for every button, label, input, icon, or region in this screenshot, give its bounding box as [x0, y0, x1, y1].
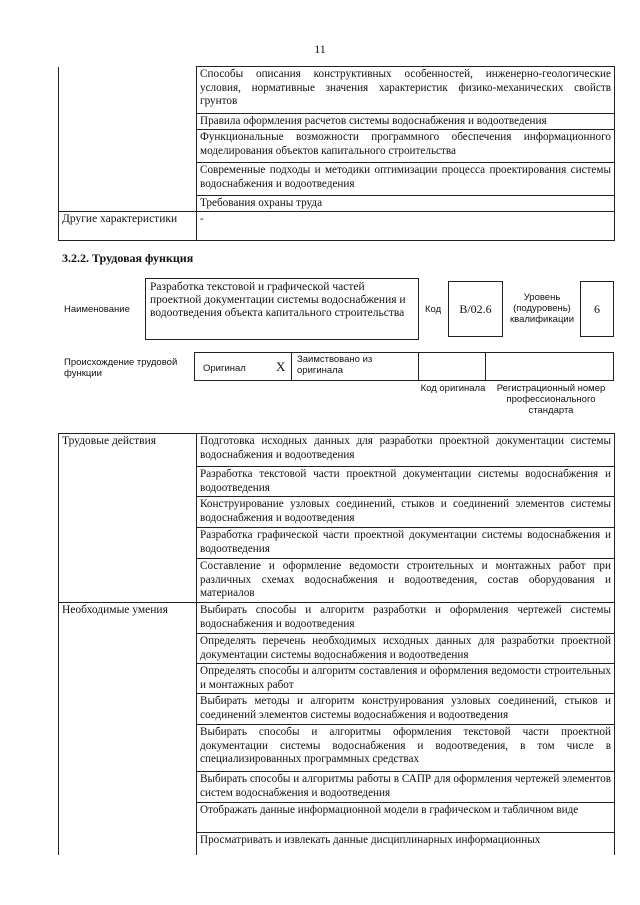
- knowledge-item-text: Способы описания конструктивных особенностей, инженерно-геологические условия, нормативные значения характеристик физико-механических свойств грунтов: [200, 68, 611, 107]
- label-cell-empty: [59, 114, 197, 130]
- skill-item: [197, 833, 615, 855]
- labor-action-text: Разработка текстовой части проектной документации системы водоснабжения и водоотведения: [200, 468, 611, 494]
- name-label: Наименование: [64, 304, 130, 315]
- knowledge-table-continuation: [58, 66, 615, 241]
- skill-text: Выбирать способы и алгоритмы работы в САПР для оформления чертежей элементов систем водоснабжения и водоотведения: [200, 773, 611, 799]
- page-number: 11: [314, 42, 326, 56]
- required-skills-label-cell: [59, 603, 197, 634]
- code-label: Код: [425, 304, 442, 315]
- knowledge-item: [197, 130, 615, 163]
- borrowed-label: Заимствовано из оригинала: [297, 354, 373, 376]
- skill-text: Выбирать методы и алгоритм конструирования узловых соединений, стыков и соединений элементов системы водоснабжения и водоотведения: [200, 695, 611, 721]
- other-characteristics-value-cell: [197, 212, 615, 241]
- knowledge-item: [197, 196, 615, 212]
- skill-item: [197, 803, 615, 833]
- skill-item: [197, 725, 615, 772]
- skill-text: Выбирать способы и алгоритмы оформления текстовой части проектной документации системы водоснабжения и водоотведения, в том числе в специализированных программных средствах: [200, 726, 611, 765]
- code-box: [448, 281, 503, 337]
- section-title: 3.2.2. Трудовая функция: [62, 251, 194, 265]
- labor-action-item: [197, 528, 615, 559]
- level-box: [580, 281, 614, 337]
- origin-row: [194, 352, 614, 381]
- other-characteristics-label: Другие характеристики: [62, 213, 178, 225]
- other-characteristics-value: -: [200, 213, 204, 225]
- knowledge-item: [197, 114, 615, 130]
- label-cell-empty: [59, 664, 197, 694]
- divider: [485, 352, 486, 381]
- original-code-caption: Код оригинала: [420, 383, 486, 394]
- function-name-value: Разработка текстовой и графической частей проектной документации системы водоснабжения и водоотведения объекта капитального строительства: [150, 281, 406, 319]
- knowledge-item-text: Функциональные возможности программного обеспечения информационного моделирования объектов капитального строительства: [200, 131, 611, 157]
- knowledge-item-text: Современные подходы и методики оптимизации процесса проектирования системы водоснабжения и водоотведения: [200, 164, 611, 190]
- labor-action-text: Подготовка исходных данных для разработки проектной документации системы водоснабжения и водоотведения: [200, 435, 611, 461]
- label-cell-empty: [59, 772, 197, 803]
- knowledge-item: [197, 163, 615, 196]
- label-cell-empty: [59, 725, 197, 772]
- code-value: B/02.6: [459, 302, 492, 316]
- skill-text: Определять способы и алгоритм составления и оформления ведомости строительных и монтажных работ: [200, 665, 611, 691]
- skill-item: [197, 603, 615, 634]
- knowledge-item-text: Правила оформления расчетов системы водоснабжения и водоотведения: [200, 115, 547, 127]
- skill-item: [197, 772, 615, 803]
- qualification-level-label: Уровень (подуровень) квалификации: [509, 292, 575, 325]
- labor-action-text: Разработка графической части проектной документации системы водоснабжения и водоотведения: [200, 529, 611, 555]
- skill-text: Отображать данные информационной модели в графическом и табличном виде: [200, 804, 579, 816]
- label-cell-empty: [59, 833, 197, 855]
- divider: [291, 352, 292, 381]
- labor-action-item: [197, 434, 615, 467]
- origin-label: Происхождение трудовой функции: [64, 357, 178, 379]
- divider: [418, 352, 419, 381]
- labor-action-text: Составление и оформление ведомости строительных и монтажных работ при различных схемах водоснабжения и водоотведения, состав оборудования и материалов: [200, 560, 611, 599]
- skill-item: [197, 664, 615, 694]
- original-mark: X: [276, 359, 286, 374]
- function-name-box: [145, 278, 419, 340]
- labor-action-text: Конструирование узловых соединений, стыков и соединений элементов системы водоснабжения и водоотведения: [200, 498, 611, 524]
- labor-action-item: [197, 467, 615, 497]
- label-cell-empty: [59, 196, 197, 212]
- label-cell-empty: [59, 803, 197, 833]
- labor-actions-label: Трудовые действия: [62, 435, 157, 447]
- label-cell-empty: [59, 634, 197, 664]
- skill-text: Определять перечень необходимых исходных данных для разработки проектной документации системы водоснабжения и водоотведения: [200, 635, 611, 661]
- original-label: Оригинал: [203, 363, 246, 374]
- knowledge-item-text: Требования охраны труда: [200, 197, 323, 209]
- labor-action-item: [197, 497, 615, 528]
- registration-number-caption: Регистрационный номер профессионального стандарта: [496, 383, 606, 416]
- labor-function-table: [58, 433, 615, 855]
- label-cell-empty: [59, 497, 197, 528]
- skill-text: Просматривать и извлекать данные дисциплинарных информационных: [200, 834, 541, 846]
- level-value: 6: [594, 302, 600, 316]
- skill-item: [197, 634, 615, 664]
- label-cell-empty: [59, 559, 197, 603]
- label-cell-empty: [59, 67, 197, 114]
- required-skills-label: Необходимые умения: [62, 604, 168, 616]
- label-cell-empty: [59, 467, 197, 497]
- label-cell-empty: [59, 163, 197, 196]
- skill-item: [197, 694, 615, 725]
- labor-action-item: [197, 559, 615, 603]
- label-cell-empty: [59, 130, 197, 163]
- labor-actions-label-cell: [59, 434, 197, 467]
- other-characteristics-label-cell: [59, 212, 197, 241]
- label-cell-empty: [59, 528, 197, 559]
- knowledge-item: [197, 67, 615, 114]
- label-cell-empty: [59, 694, 197, 725]
- skill-text: Выбирать способы и алгоритм разработки и оформления чертежей системы водоснабжения и водоотведения: [200, 604, 611, 630]
